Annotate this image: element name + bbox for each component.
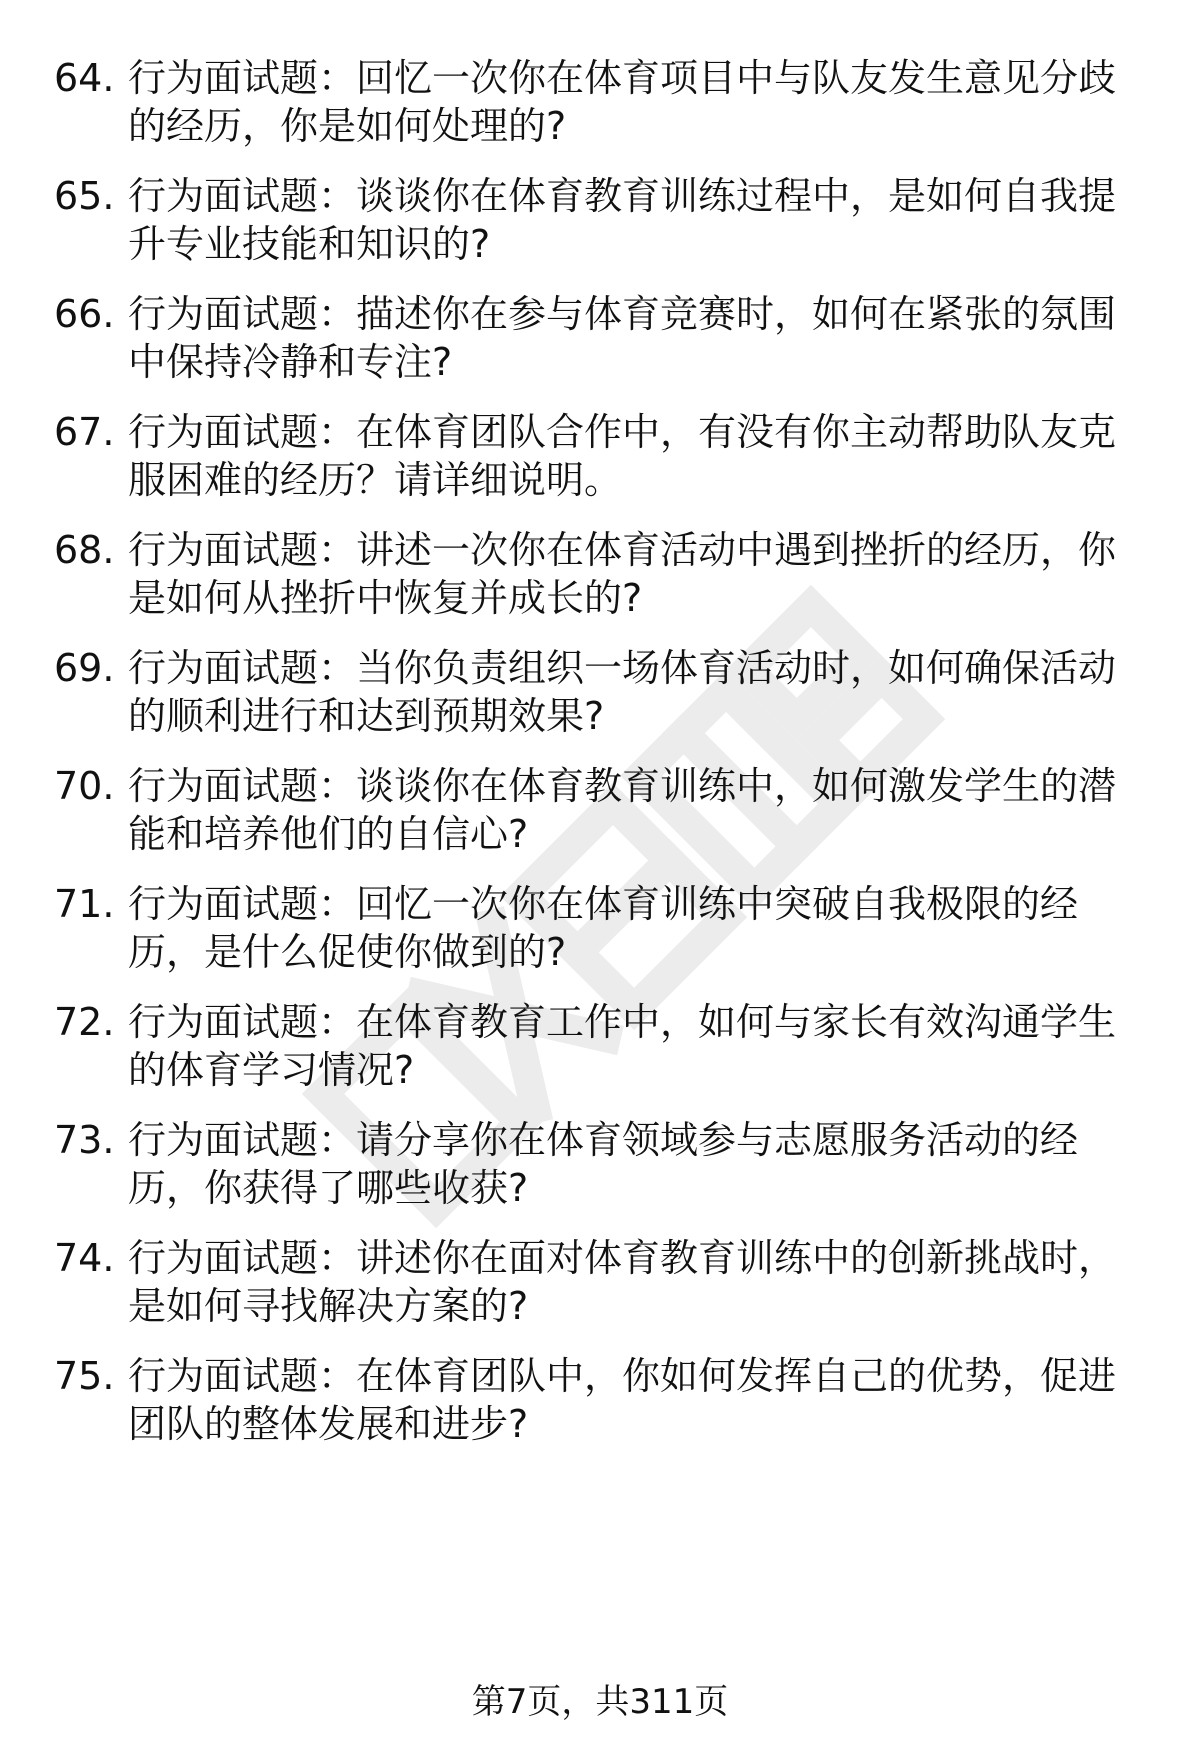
question-item-67 xyxy=(54,408,1154,504)
question-number: 65. xyxy=(54,174,115,218)
question-number: 70. xyxy=(54,764,115,808)
question-text: 行为面试题：讲述你在面对体育教育训练中的创新挑战时，是如何寻找解决方案的? xyxy=(128,1236,1117,1328)
question-item-75 xyxy=(54,1352,1154,1448)
question-text: 行为面试题：在体育团队合作中，有没有你主动帮助队友克服困难的经历？请详细说明。 xyxy=(128,410,1117,502)
question-number: 66. xyxy=(54,292,115,336)
question-item-65 xyxy=(54,172,1154,268)
question-item-69 xyxy=(54,644,1154,740)
question-item-71 xyxy=(54,880,1154,976)
question-text: 行为面试题：谈谈你在体育教育训练中，如何激发学生的潜能和培养他们的自信心? xyxy=(128,764,1117,856)
question-number: 69. xyxy=(54,646,115,690)
question-text: 行为面试题：当你负责组织一场体育活动时，如何确保活动的顺利进行和达到预期效果? xyxy=(128,646,1117,738)
question-text: 行为面试题：在体育团队中，你如何发挥自己的优势，促进团队的整体发展和进步? xyxy=(128,1354,1117,1446)
question-item-64 xyxy=(54,54,1154,150)
question-number: 64. xyxy=(54,56,115,100)
question-number: 73. xyxy=(54,1118,115,1162)
question-number: 71. xyxy=(54,882,115,926)
question-number: 72. xyxy=(54,1000,115,1044)
question-text: 行为面试题：在体育教育工作中，如何与家长有效沟通学生的体育学习情况? xyxy=(128,1000,1117,1092)
question-number: 67. xyxy=(54,410,115,454)
question-item-72 xyxy=(54,998,1154,1094)
question-item-74 xyxy=(54,1234,1154,1330)
question-item-73 xyxy=(54,1116,1154,1212)
question-text: 行为面试题：回忆一次你在体育训练中突破自我极限的经历，是什么促使你做到的? xyxy=(128,882,1079,974)
question-item-66 xyxy=(54,290,1154,386)
question-item-70 xyxy=(54,762,1154,858)
question-text: 行为面试题：回忆一次你在体育项目中与队友发生意见分歧的经历，你是如何处理的? xyxy=(128,56,1117,148)
question-text: 行为面试题：请分享你在体育领域参与志愿服务活动的经历，你获得了哪些收获? xyxy=(128,1118,1079,1210)
question-text: 行为面试题：描述你在参与体育竞赛时，如何在紧张的氛围中保持冷静和专注? xyxy=(128,292,1117,384)
question-number: 74. xyxy=(54,1236,115,1280)
question-number: 75. xyxy=(54,1354,115,1398)
question-text: 行为面试题：谈谈你在体育教育训练过程中，是如何自我提升专业技能和知识的? xyxy=(128,174,1117,266)
question-item-68 xyxy=(54,526,1154,622)
question-number: 68. xyxy=(54,528,115,572)
page-footer: 第7页，共311页 xyxy=(471,1682,729,1722)
question-text: 行为面试题：讲述一次你在体育活动中遇到挫折的经历，你是如何从挫折中恢复并成长的? xyxy=(128,528,1117,620)
